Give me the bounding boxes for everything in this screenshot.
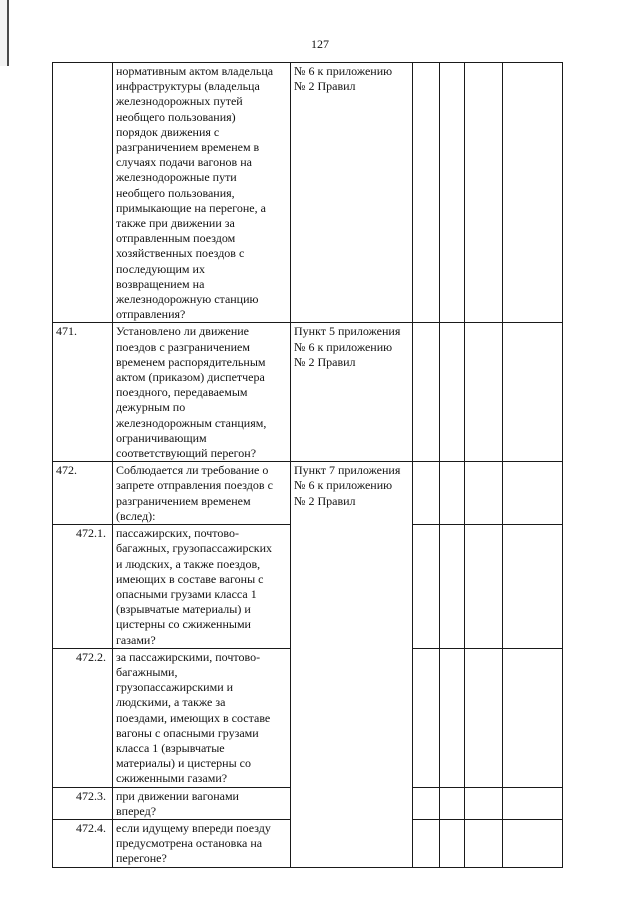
answer-cell	[503, 648, 563, 787]
table-row	[53, 462, 563, 525]
question-text: пассажирских, почтово- багажных, грузопассажирских и людских, а также поездов, имеющих в составе вагоны с опасными грузами класса 1 (взрывчатые материалы) и цистерны со сжиженными газами?	[113, 525, 291, 649]
answer-cell	[465, 648, 503, 787]
answer-cell	[503, 63, 563, 323]
row-number: 472.2.	[53, 648, 113, 787]
answer-cell	[503, 819, 563, 867]
answer-cell	[413, 63, 440, 323]
answer-cell	[440, 63, 465, 323]
question-text: если идущему впереди поезду предусмотрена остановка на перегоне?	[113, 819, 291, 867]
page-number: 127	[311, 37, 329, 51]
answer-cell	[465, 525, 503, 649]
legal-reference: Пункт 7 приложения № 6 к приложению № 2 Правил	[291, 462, 413, 867]
scan-edge	[0, 0, 9, 66]
answer-cell	[413, 462, 440, 525]
table-row	[53, 323, 563, 462]
row-number: 471.	[53, 323, 113, 462]
answer-cell	[440, 525, 465, 649]
answer-cell	[440, 787, 465, 819]
row-number	[53, 63, 113, 323]
answer-cell	[413, 323, 440, 462]
table-row	[53, 63, 563, 323]
answer-cell	[465, 462, 503, 525]
answer-cell	[503, 525, 563, 649]
answer-cell	[465, 63, 503, 323]
answer-cell	[503, 323, 563, 462]
row-number: 472.1.	[53, 525, 113, 649]
answer-cell	[413, 787, 440, 819]
answer-cell	[413, 819, 440, 867]
answer-cell	[503, 462, 563, 525]
row-number: 472.3.	[53, 787, 113, 819]
answer-cell	[440, 323, 465, 462]
answer-cell	[440, 648, 465, 787]
answer-cell	[440, 462, 465, 525]
legal-reference: № 6 к приложению № 2 Правил	[291, 63, 413, 323]
question-text: при движении вагонами вперед?	[113, 787, 291, 819]
legal-reference: Пункт 5 приложения № 6 к приложению № 2 Правил	[291, 323, 413, 462]
checklist-table	[52, 62, 563, 868]
answer-cell	[440, 819, 465, 867]
answer-cell	[465, 819, 503, 867]
row-number: 472.	[53, 462, 113, 525]
question-text: нормативным актом владельца инфраструктуры (владельца железнодорожных путей необщего пользования) порядок движения с разграничением временем в случаях подачи вагонов на железнодорожные пути необщего пользования, примыкающие на перегоне, а также при движении за отправленным поездом хозяйственных поездов с последующим их возвращением на железнодорожную станцию отправления?	[113, 63, 291, 323]
row-number: 472.4.	[53, 819, 113, 867]
answer-cell	[465, 787, 503, 819]
question-text: Установлено ли движение поездов с разграничением временем распорядительным актом (приказом) диспетчера поездного, передаваемым дежурным по железнодорожным станциям, ограничивающим соответствующий перегон?	[113, 323, 291, 462]
answer-cell	[503, 787, 563, 819]
question-text: Соблюдается ли требование о запрете отправления поездов с разграничением временем (вслед):	[113, 462, 291, 525]
question-text: за пассажирскими, почтово- багажными, грузопассажирскими и людскими, а также за поездами, имеющих в составе вагоны с опасными грузами класса 1 (взрывчатые материалы) и цистерны со сжиженными газами?	[113, 648, 291, 787]
answer-cell	[465, 323, 503, 462]
answer-cell	[413, 525, 440, 649]
answer-cell	[413, 648, 440, 787]
